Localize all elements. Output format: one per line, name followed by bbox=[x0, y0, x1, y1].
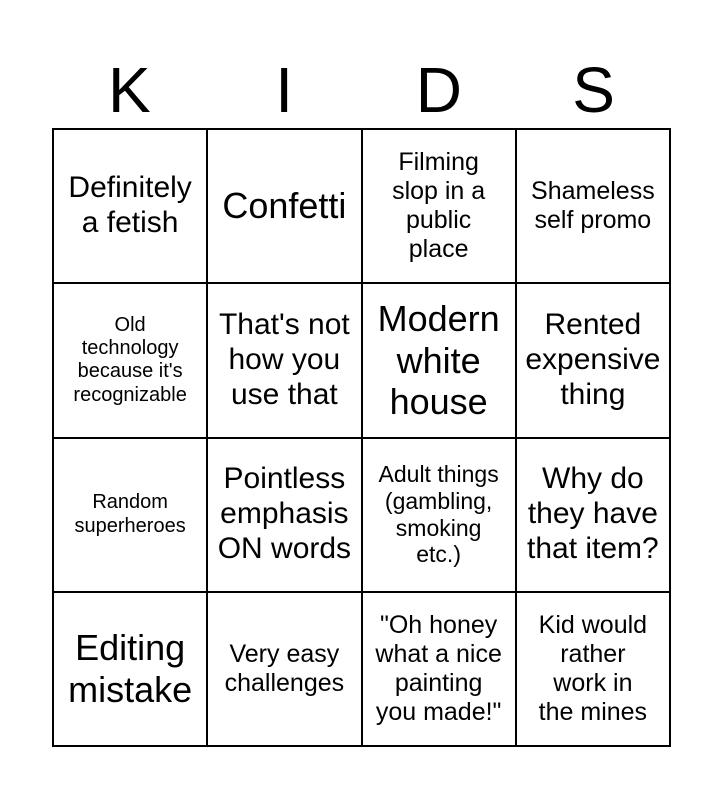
bingo-cell-r2c1[interactable] bbox=[54, 284, 208, 438]
bingo-board bbox=[52, 128, 671, 747]
bingo-cell-r2c2[interactable] bbox=[208, 284, 362, 438]
bingo-cell-text: Very easy challenges bbox=[224, 639, 345, 697]
bingo-header bbox=[52, 52, 671, 128]
bingo-cell-text: Adult things (gambling, smoking etc.) bbox=[378, 461, 499, 568]
bingo-cell-r4c4[interactable] bbox=[517, 593, 671, 747]
header-letter-i: I bbox=[275, 54, 294, 126]
bingo-cell-text: Rented expensive thing bbox=[525, 308, 661, 411]
bingo-cell-text: Why do they have that item? bbox=[527, 462, 659, 566]
header-letter-s: S bbox=[572, 54, 615, 126]
bingo-cell-r1c3[interactable] bbox=[363, 130, 517, 284]
bingo-cell-text: "Oh honey what a nice painting you made!" bbox=[375, 610, 502, 726]
bingo-cell-r2c3[interactable] bbox=[363, 284, 517, 438]
bingo-cell-text: Kid would rather work in the mines bbox=[538, 610, 648, 726]
header-letter-d: D bbox=[415, 54, 462, 126]
bingo-cell-text: Pointless emphasis ON words bbox=[217, 462, 352, 566]
header-letter-k: K bbox=[108, 54, 151, 126]
bingo-cell-r3c1[interactable] bbox=[54, 439, 208, 593]
bingo-cell-text: Confetti bbox=[222, 185, 347, 227]
bingo-cell-text: Old technology because it's recognizable bbox=[73, 314, 187, 406]
bingo-cell-r1c1[interactable] bbox=[54, 130, 208, 284]
bingo-cell-r3c4[interactable] bbox=[517, 439, 671, 593]
bingo-cell-r2c4[interactable] bbox=[517, 284, 671, 438]
bingo-cell-text: Shameless self promo bbox=[531, 177, 655, 235]
bingo-cell-r4c1[interactable] bbox=[54, 593, 208, 747]
bingo-cell-text: That's not how you use that bbox=[218, 308, 350, 411]
bingo-cell-text: Definitely a fetish bbox=[68, 171, 192, 240]
bingo-cell-r4c3[interactable] bbox=[363, 593, 517, 747]
bingo-cell-r4c2[interactable] bbox=[208, 593, 362, 747]
bingo-cell-r1c4[interactable] bbox=[517, 130, 671, 284]
bingo-cell-text: Random superheroes bbox=[74, 491, 186, 537]
bingo-cell-text: Modern white house bbox=[377, 297, 500, 423]
bingo-cell-r3c3[interactable] bbox=[363, 439, 517, 593]
bingo-cell-r3c2[interactable] bbox=[208, 439, 362, 593]
bingo-cell-text: Filming slop in a public place bbox=[392, 148, 486, 264]
bingo-cell-text: Editing mistake bbox=[68, 627, 193, 710]
bingo-cell-r1c2[interactable] bbox=[208, 130, 362, 284]
